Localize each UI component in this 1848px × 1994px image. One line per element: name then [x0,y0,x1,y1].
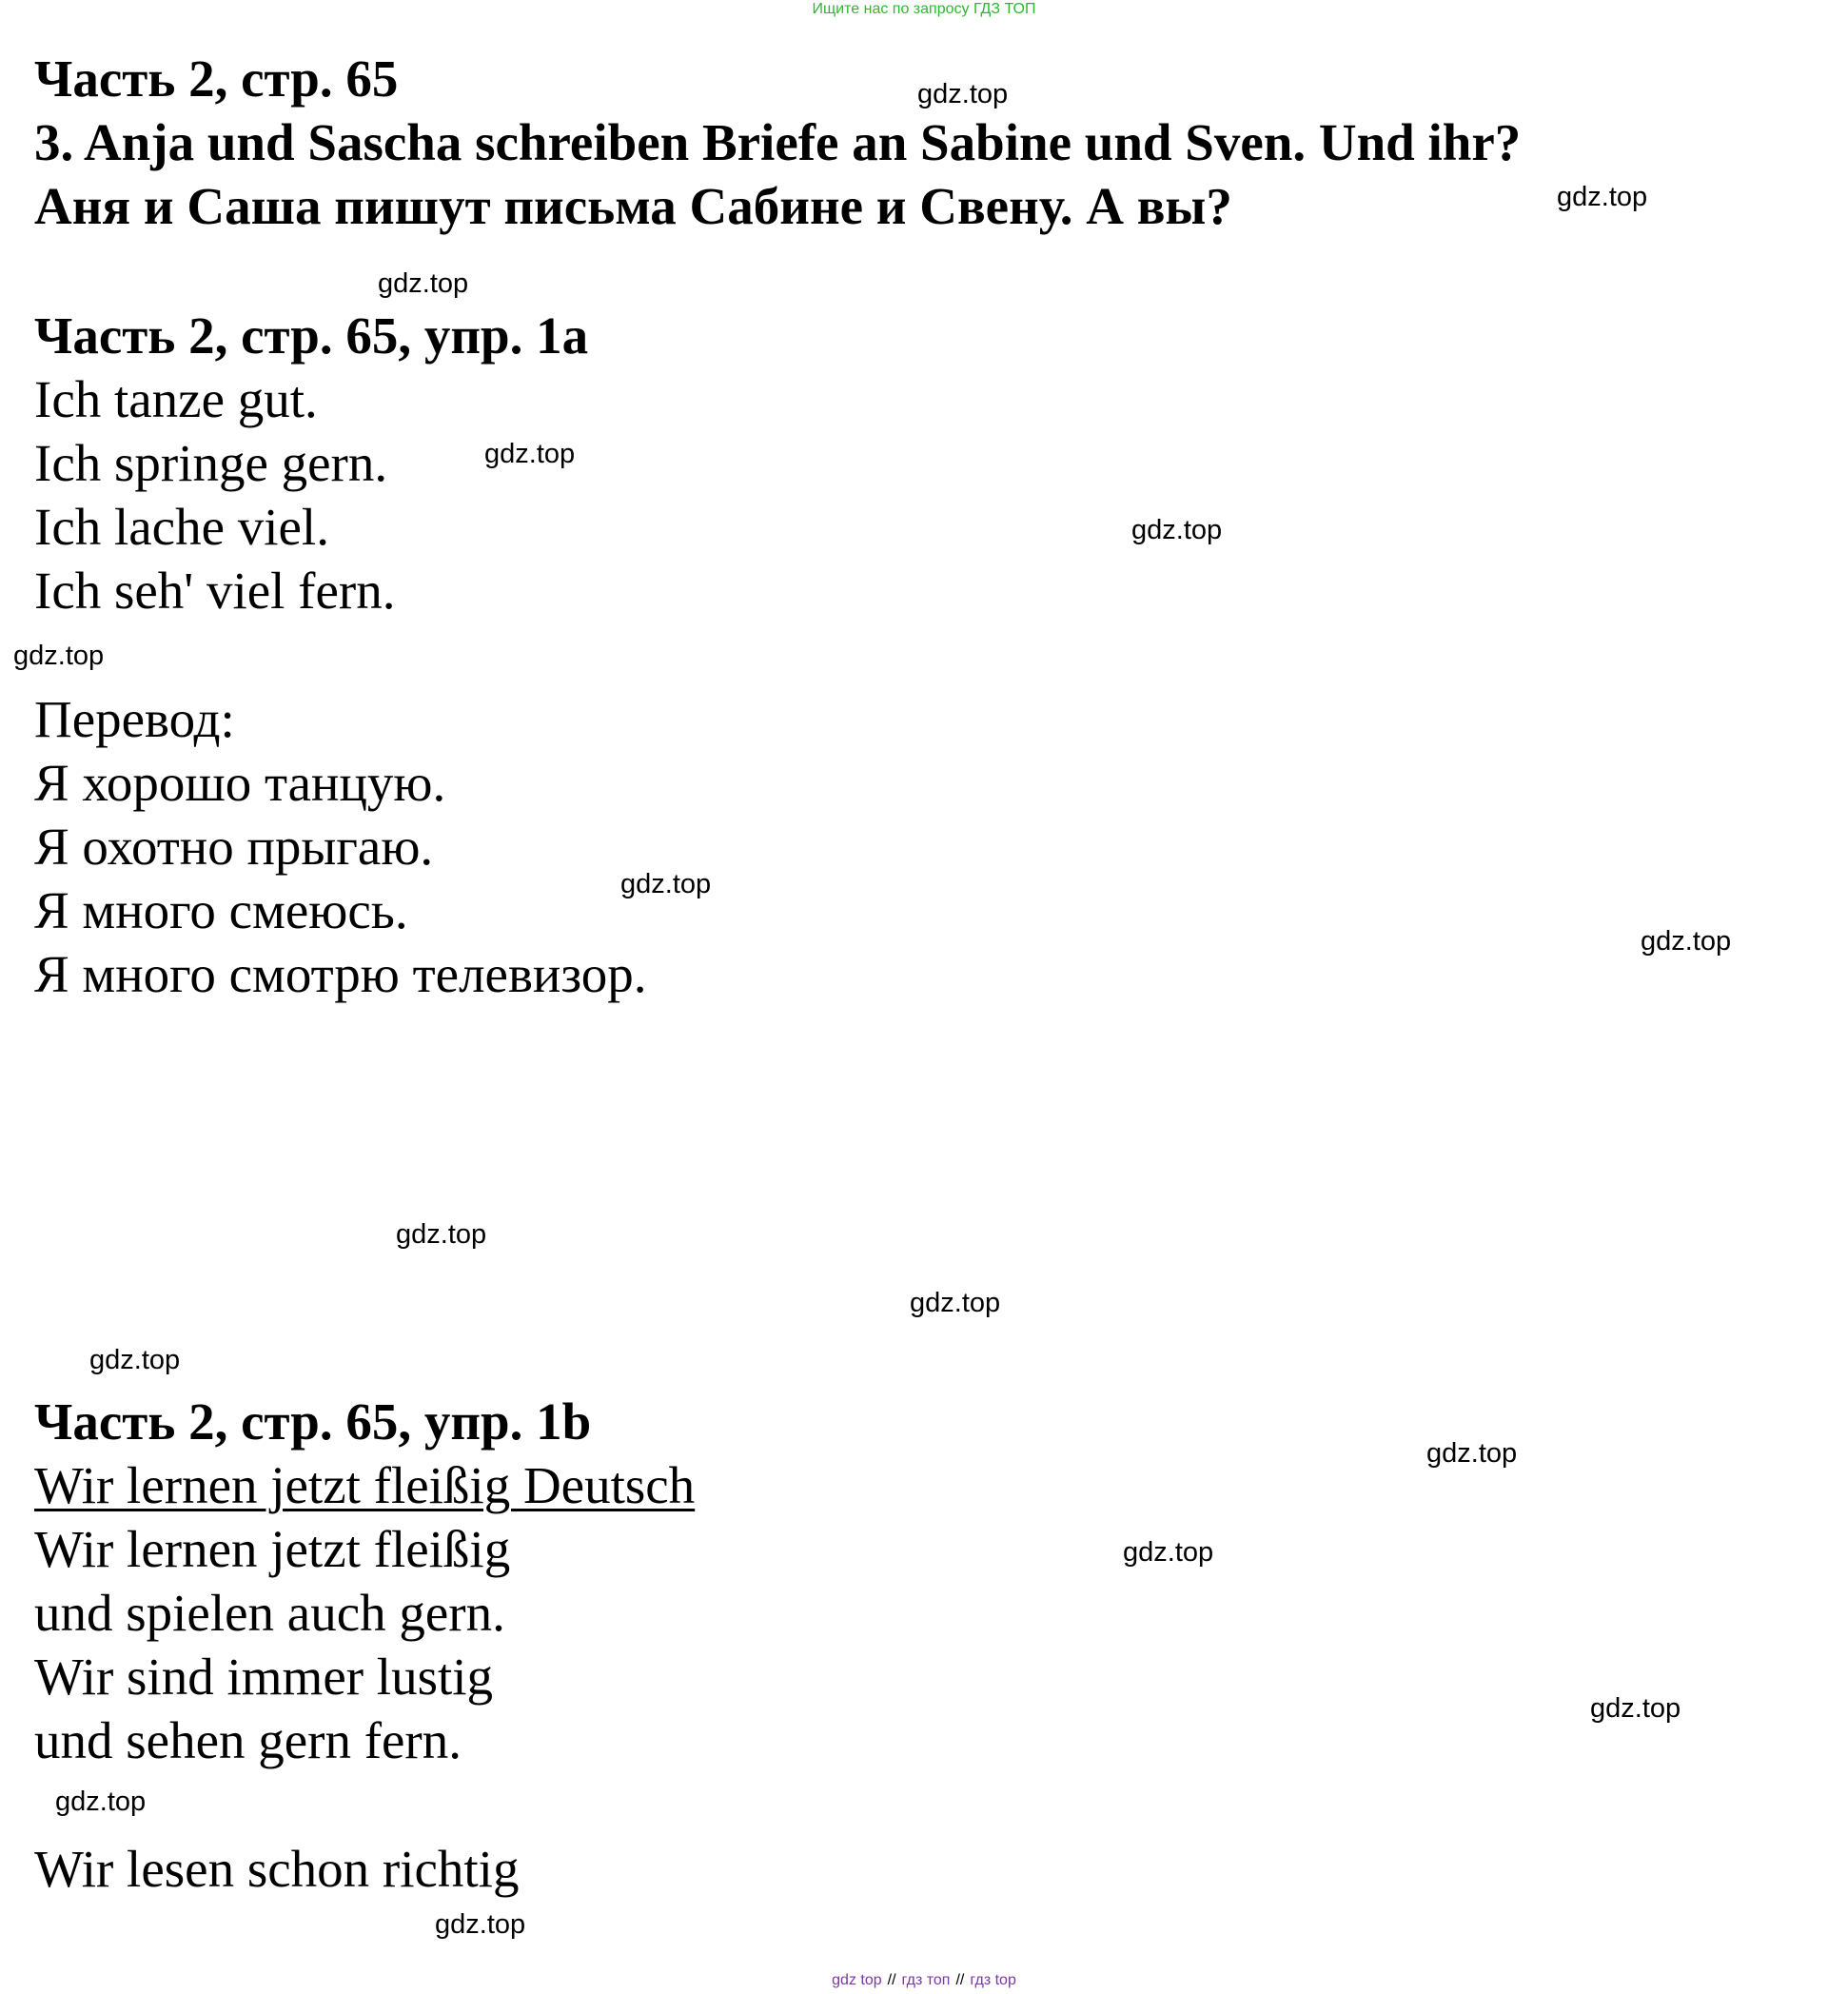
poem-line-2: Ich springe gern. [34,434,388,492]
watermark: gdz.top [435,1909,526,1940]
translation-label: Перевод: [34,690,235,748]
section1-heading-line-1: Часть 2, стр. 65 [34,49,399,108]
watermark: gdz.top [1641,926,1732,957]
watermark: gdz.top [378,268,469,299]
watermark: gdz.top [1123,1537,1214,1568]
watermark: gdz.top [13,641,105,671]
poem2-line-3: Wir sind immer lustig [34,1648,494,1706]
translation-line-1: Я хорошо танцую. [34,754,446,812]
footer-links [0,1971,1848,1990]
watermark: gdz.top [1426,1438,1518,1469]
footer-link-3[interactable]: гдз top [970,1972,1016,1988]
poem-title: Wir lernen jetzt fleißig Deutsch [34,1456,696,1514]
footer-separator: // [887,1972,896,1988]
section2-heading: Часть 2, стр. 65, упр. 1а [34,306,589,365]
watermark: gdz.top [89,1345,181,1375]
poem2-line-5: Wir lesen schon richtig [34,1840,520,1898]
poem-line-1: Ich tanze gut. [34,370,318,428]
translation-line-2: Я охотно прыгаю. [34,818,434,876]
watermark: gdz.top [620,869,712,899]
poem2-line-1: Wir lernen jetzt fleißig [34,1520,511,1578]
translation-line-4: Я много смотрю телевизор. [34,945,647,1003]
watermark: gdz.top [910,1288,1001,1318]
watermark: gdz.top [1590,1693,1681,1724]
watermark: gdz.top [55,1787,147,1817]
footer-link-2[interactable]: гдз топ [901,1972,951,1988]
poem2-line-4: und sehen gern fern. [34,1711,462,1769]
footer-separator: // [955,1972,965,1988]
watermark: gdz.top [396,1219,487,1250]
top-search-note: Ищите нас по запросу ГДЗ ТОП [812,1,1036,17]
section1-heading-line-3: Аня и Саша пишут письма Сабине и Свену. А вы? [34,177,1232,235]
watermark: gdz.top [484,439,576,469]
watermark: gdz.top [1131,515,1223,545]
translation-line-3: Я много смеюсь. [34,881,408,939]
section1-heading-line-2: 3. Anja und Sascha schreiben Briefe an Sabine und Sven. Und ihr? [34,113,1522,171]
footer-link-1[interactable]: gdz top [832,1972,882,1988]
section3-heading: Часть 2, стр. 65, упр. 1b [34,1392,592,1451]
poem-line-3: Ich lache viel. [34,498,329,556]
poem2-line-2: und spielen auch gern. [34,1584,505,1642]
watermark: gdz.top [917,79,1009,109]
poem-line-4: Ich seh' viel fern. [34,562,396,620]
watermark: gdz.top [1557,182,1648,212]
